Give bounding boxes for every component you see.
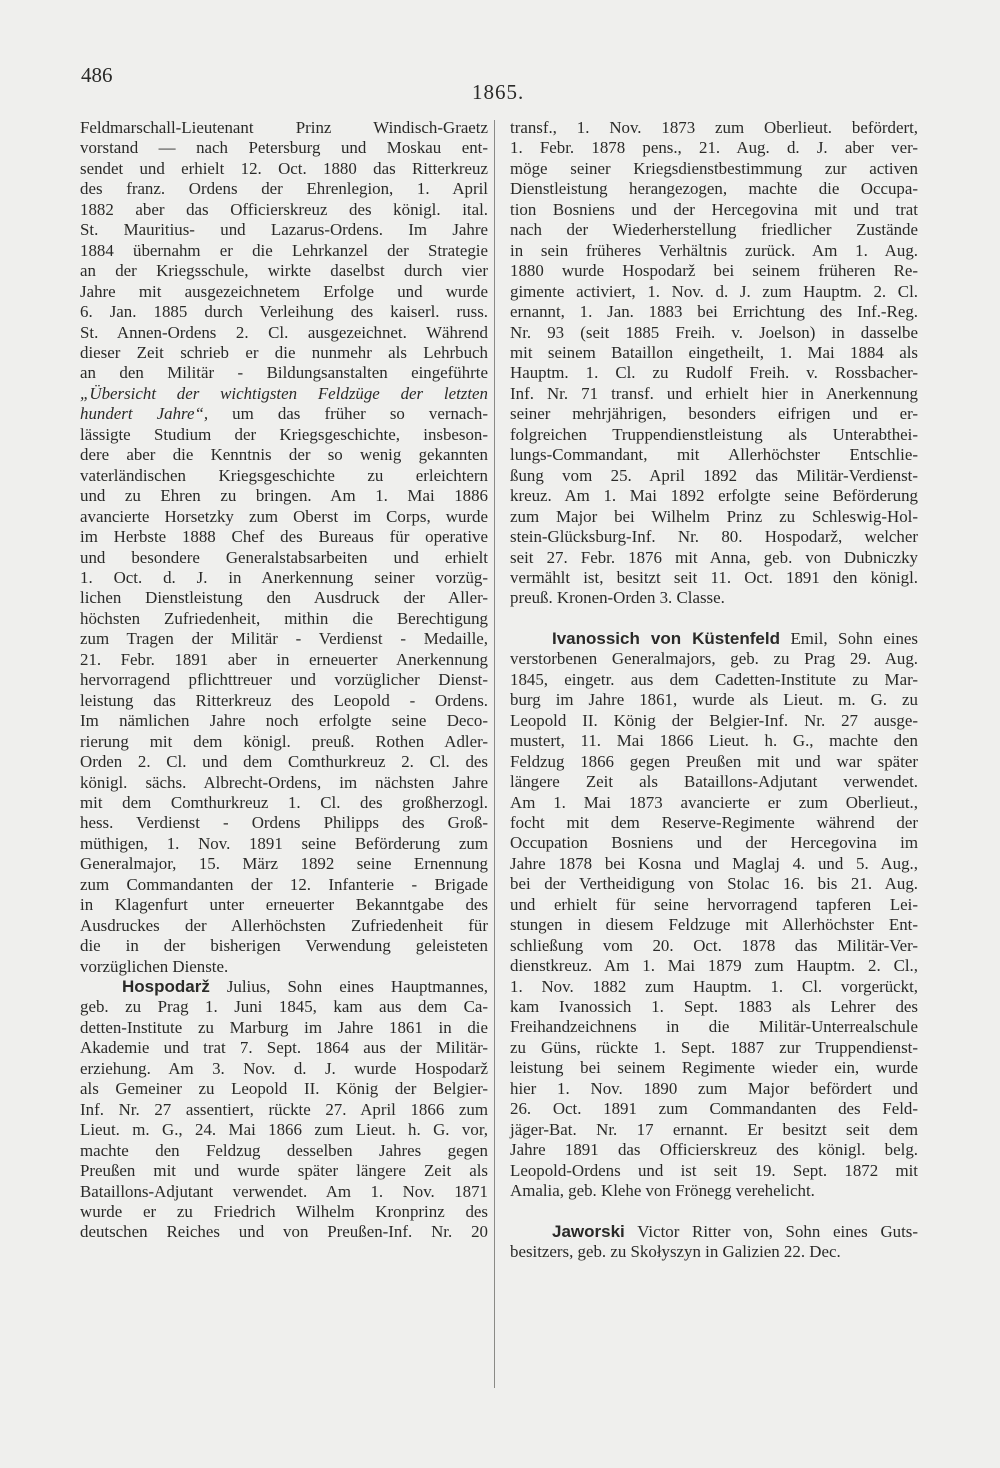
text-line: Freihandzeichnens in die Militär-Unterrealschule [510,1017,918,1037]
text-line: Leopold II. König der Belgier-Inf. Nr. 27 ausge- [510,710,918,730]
text-line: des franz. Ordens der Ehrenlegion, 1. April [80,179,488,199]
entry-intro: Emil, Sohn eines [779,628,918,648]
text-line: 1845, eingetr. aus dem Cadetten-Institute zu Mar- [510,669,918,689]
entry-ivanossich-last-line: Amalia, geb. Klehe von Frönegg verehelicht. [510,1181,815,1201]
text-line: Jahre mit ausgezeichnetem Erfolge und wurde [80,281,488,301]
text-line: mit seinem Bataillon eingetheilt, 1. Mai 1884 als [510,342,918,362]
text-line: ßung vom 25. April 1892 das Militär-Verdienst- [510,465,918,485]
text-line: zum Tragen der Militär - Verdienst - Medaille, [80,629,488,649]
text-line: kreuz. Am 1. Mai 1892 erfolgte seine Beförderung [510,486,918,506]
text-line: hervorragend pflichttreuer und vorzüglicher Dienst- [80,670,488,690]
text-line: müthigen, 1. Nov. 1891 seine Beförderung zum [80,833,488,853]
book-title-line: „Übersicht der wichtigsten Feldzüge der letzten [80,383,488,403]
text-line: seit 27. Febr. 1876 mit Anna, geb. von Dubniczky [510,547,918,567]
left-paragraph-continuation [80,118,488,384]
text-line: 1. Febr. 1878 pens., 21. Aug. d. J. aber ver- [510,138,918,158]
text-line: schließung vom 20. Oct. 1878 das Militär-Ver- [510,935,918,955]
text-line: möge seiner Kriegsdienstbestimmung zur activen [510,158,918,178]
text-line: Preußen mit und wurde später längere Zeit als [80,1161,488,1181]
right-column [510,118,918,1262]
text-line: stein-Glücksburg-Inf. Nr. 80. Hospodarž, welcher [510,527,918,547]
text-line: avancierte Horsetzky zum Oberst im Corps, wurde [80,506,488,526]
text-line: rierung mit dem königl. preuß. Rothen Adler- [80,731,488,751]
text-line: höchsten Zufriedenheit, mithin die Berechtigung [80,608,488,628]
text-line: 1884 übernahm er die Lehrkanzel der Strategie [80,240,488,260]
text-line: detten-Institute zu Marburg im Jahre 1861 in die [80,1017,488,1037]
left-paragraph-last-line: vorzüglichen Dienste. [80,956,229,976]
text-line: leistung das Ritterkreuz des Leopold - Ordens. [80,690,488,710]
text-line: zum Commandanten der 12. Infanterie - Brigade [80,874,488,894]
text-line: kam Ivanossich 1. Sept. 1883 als Lehrer des [510,997,918,1017]
text-line: vermählt ist, besitzt seit 11. Oct. 1891 den königl. [510,567,918,587]
entry-intro: Victor Ritter von, Sohn eines Guts- [624,1221,918,1241]
text-line: Jahre 1878 bei Kosna und Maglaj 4. und 5. Aug., [510,853,918,873]
text-line: Akademie und trat 7. Sept. 1864 aus der Militär- [80,1038,488,1058]
text-line: geb. zu Prag 1. Juni 1845, kam aus dem Ca- [80,997,488,1017]
text-line: folgreichen Truppendienstleistung als Unterabthei- [510,424,918,444]
text-line: erziehung. Am 3. Nov. d. J. wurde Hospodarž [80,1058,488,1078]
text-line: königl. sächs. Albrecht-Ordens, im nächsten Jahre [80,772,488,792]
entry-jaworski-heading [510,1222,918,1242]
text-line: wurde er zu Friedrich Wilhelm Kronprinz des [80,1202,488,1222]
column-divider [494,120,495,1388]
text-line: zum Major bei Wilhelm Prinz zu Schleswig-Hol- [510,506,918,526]
text-line: machte den Feldzug desselben Jahres gegen [80,1140,488,1160]
right-paragraph-continuation [510,118,918,588]
text-line: hier 1. Nov. 1890 zum Major befördert und [510,1078,918,1098]
entry-ivanossich-body [510,649,918,1181]
book-title-line-2 [80,404,488,424]
text-line: seiner mehrjährigen, besonders eifrigen und er- [510,404,918,424]
text-line: Im nämlichen Jahre noch erfolgte seine Deco- [80,711,488,731]
paragraph-gap [510,1202,918,1222]
text-line: Am 1. Mai 1873 avancierte er zum Oberlieut., [510,792,918,812]
text-line: Occupation Bosniens und der Hercegovina im [510,833,918,853]
text-line: deutschen Reiches und von Preußen-Inf. Nr. 20 [80,1222,488,1242]
text-line: in sein früheres Verhältnis zurück. Am 1. Aug. [510,240,918,260]
text-line: an den Militär - Bildungsanstalten eingeführte [80,363,488,383]
text-line: nach der Wiederherstellung friedlicher Zustände [510,220,918,240]
text-line: gimente activiert, 1. Nov. d. J. zum Hauptm. 2. Cl. [510,281,918,301]
text-line: dieser Zeit schrieb er die nunmehr als Lehrbuch [80,342,488,362]
text-line: Bataillons-Adjutant verwendet. Am 1. Nov. 1871 [80,1181,488,1201]
book-title-italic: hundert Jahre“, [80,404,209,424]
text-line: 1880 wurde Hospodarž bei seinem früheren Re- [510,261,918,281]
text-line: und erhielt für seine hervorragend tapferen Lei- [510,894,918,914]
text-line: ernannt, 1. Jan. 1883 bei Errichtung des Inf.-Reg. [510,302,918,322]
text-line: Inf. Nr. 71 transf. und erhielt hier in Anerkennung [510,383,918,403]
text-line: bei der Vertheidigung von Stolac 16. bis 21. Aug. [510,874,918,894]
text-line: vaterländischen Kriegsgeschichte zu erleichtern [80,465,488,485]
text-line: dere aber die Kenntnis der so wenig gekannten [80,445,488,465]
text-line: focht mit dem Reserve-Regimente während der [510,812,918,832]
left-paragraph-body [80,425,488,957]
text-line: die in der bisherigen Verwendung geleisteten [80,936,488,956]
text-line: vorstand — nach Petersburg und Moskau ent- [80,138,488,158]
text-line: 1. Nov. 1882 zum Hauptm. 1. Cl. vorgerückt, [510,976,918,996]
paragraph-gap [510,609,918,629]
text-line: Lieut. m. G., 24. Mai 1866 zum Lieut. h. G. vor, [80,1120,488,1140]
text-line: Dienstleistung herangezogen, machte die Occupa- [510,179,918,199]
text-line: Feldzug 1866 gegen Preußen mit und war später [510,751,918,771]
text-line: im Herbste 1888 Chef des Bureaus für operative [80,527,488,547]
entry-intro: Julius, Sohn eines Hauptmannes, [209,977,488,997]
page-number: 486 [81,63,113,87]
entry-name-ivanossich: Ivanossich von Küstenfeld [552,628,780,648]
text-line: jäger-Bat. Nr. 17 ernannt. Er besitzt seit dem [510,1119,918,1139]
text-line: und zu Ehren zu bringen. Am 1. Mai 1886 [80,486,488,506]
entry-name-hospodarz: Hospodarž [122,977,210,997]
text-line: in Klagenfurt unter erneuerter Bekanntgabe des [80,895,488,915]
text-line: St. Annen-Ordens 2. Cl. ausgezeichnet. Während [80,322,488,342]
text-line: stungen in diesem Feldzuge mit Allerhöchster Ent- [510,915,918,935]
text-line: transf., 1. Nov. 1873 zum Oberlieut. befördert, [510,118,918,137]
text-line: zu Güns, rückte 1. Sept. 1887 zur Truppendienst- [510,1037,918,1057]
text-line: sendet und erhielt 12. Oct. 1880 das Ritterkreuz [80,158,488,178]
left-column [80,118,488,1243]
text-line: Feldmarschall-Lieutenant Prinz Windisch-Graetz [80,118,488,137]
text-line: 6. Jan. 1885 durch Verleihung des kaiserl. russ. [80,302,488,322]
entry-hospodarz-heading [80,977,488,997]
text-line: lässigte Studium der Kriegsgeschichte, insbeson- [80,424,488,444]
entry-jaworski-body [510,1242,918,1262]
text-line: an der Kriegsschule, wirkte daselbst durch vier [80,261,488,281]
text-line: 1882 aber das Officierskreuz des königl. ital. [80,199,488,219]
text-line: 26. Oct. 1891 zum Commandanten des Feld- [510,1099,918,1119]
text-line: längere Zeit als Bataillons-Adjutant verwendet. [510,772,918,792]
text-line: besitzers, geb. zu Skołyszyn in Galizien 22. Dec. [510,1242,841,1262]
text-line: Orden 2. Cl. und dem Comthurkreuz 2. Cl. des [80,752,488,772]
text-line: Leopold-Ordens und ist seit 19. Sept. 1872 mit [510,1160,918,1180]
text-line: Ausdruckes der Allerhöchsten Zufriedenheit für [80,915,488,935]
entry-hospodarz-body [80,997,488,1242]
text-line: mit dem Comthurkreuz 1. Cl. des großherzogl. [80,792,488,812]
text-line: lungs-Commandant, mit Allerhöchster Entschlie- [510,445,918,465]
text-line: hess. Verdienst - Ordens Philipps des Groß- [80,813,488,833]
text-line: leistung bei seinem Regimente wieder ein, wurde [510,1058,918,1078]
text-line: tion Bosniens und der Hercegovina mit und trat [510,199,918,219]
text-line: lichen Dienstleistung den Ausdruck der Aller- [80,588,488,608]
right-paragraph-last-line: preuß. Kronen-Orden 3. Classe. [510,588,725,608]
text-line: Jahre 1891 das Officierskreuz des königl. belg. [510,1140,918,1160]
text-line: 1. Oct. d. J. in Anerkennung seiner vorzüg- [80,567,488,587]
text-line: verstorbenen Generalmajors, geb. zu Prag 29. Aug. [510,649,918,669]
entry-ivanossich-heading [510,629,918,649]
text-line: und besondere Generalstabsarbeiten und erhielt [80,547,488,567]
text-line: als Gemeiner zu Leopold II. König der Belgier- [80,1079,488,1099]
running-head-year: 1865. [472,80,525,104]
text-line: St. Mauritius- und Lazarus-Ordens. Im Jahre [80,220,488,240]
text-line: dienstkreuz. Am 1. Mai 1879 zum Hauptm. 2. Cl., [510,956,918,976]
book-title-rest: um das früher so vernach- [208,404,488,424]
text-line: 21. Febr. 1891 aber in erneuerter Anerkennung [80,649,488,669]
text-line: Generalmajor, 15. März 1892 seine Ernennung [80,854,488,874]
text-line: Nr. 93 (seit 1885 Freih. v. Joelson) in dasselbe [510,322,918,342]
text-line: mustert, 11. Mai 1866 Lieut. h. G., machte den [510,731,918,751]
text-line: Inf. Nr. 27 assentiert, rückte 27. April 1866 zum [80,1099,488,1119]
entry-name-jaworski: Jaworski [552,1221,625,1241]
text-line: burg im Jahre 1861, wurde als Lieut. m. G. zu [510,690,918,710]
text-line: Hauptm. 1. Cl. zu Rudolf Freih. v. Rossbacher- [510,363,918,383]
